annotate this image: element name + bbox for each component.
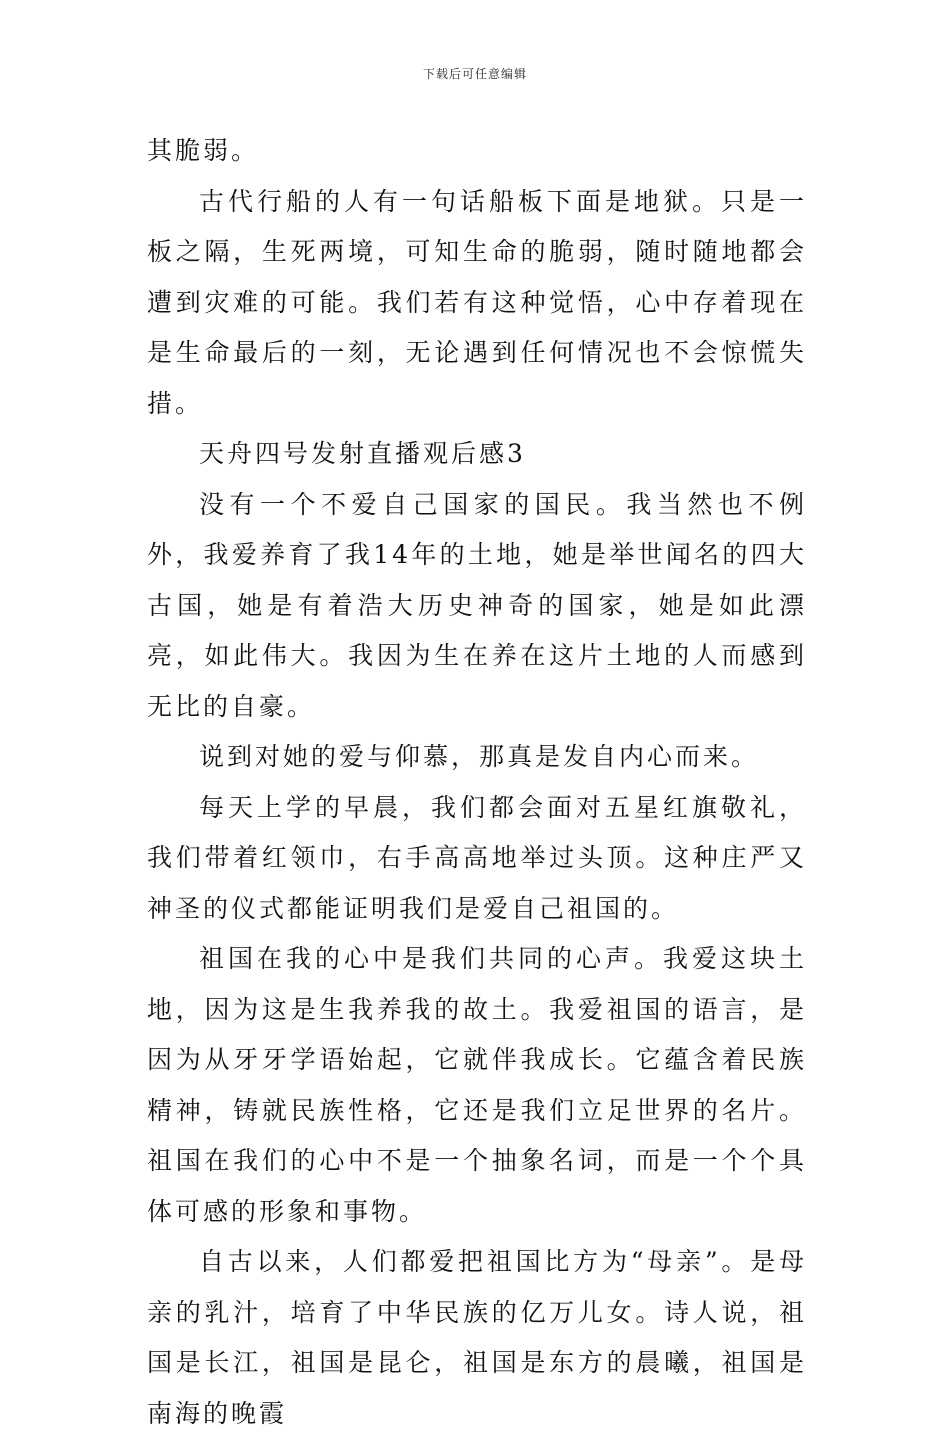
- paragraph-2: 古代行船的人有一句话船板下面是地狱。只是一板之隔，生死两境，可知生命的脆弱，随时随地都会遭到灾难的可能。我们若有这种觉悟，心中存着现在是生命最后的一刻，无论遇到任何情况也不会惊慌失措。: [147, 186, 807, 418]
- paragraph-3: 没有一个不爱自己国家的国民。我当然也不例外，我爱养育了我14年的土地，她是举世闻名的四大古国，她是有着浩大历史神奇的国家，她是如此漂亮，如此伟大。我因为生在养在这片土地的人而感到无比的自豪。: [147, 489, 807, 721]
- document-body: [147, 126, 807, 1439]
- paragraph-6: 祖国在我的心中是我们共同的心声。我爱这块土地，因为这是生我养我的故土。我爱祖国的语言，是因为从牙牙学语始起，它就伴我成长。它蕴含着民族精神，铸就民族性格，它还是我们立足世界的名片。祖国在我们的心中不是一个抽象名词，而是一个个具体可感的形象和事物。: [147, 944, 807, 1226]
- paragraph-5: 每天上学的早晨，我们都会面对五星红旗敬礼，我们带着红领巾，右手高高地举过头顶。这种庄严又神圣的仪式都能证明我们是爱自己祖国的。: [147, 792, 807, 923]
- paragraph-4: 说到对她的爱与仰慕，那真是发自内心而来。: [199, 742, 760, 771]
- section-heading: 天舟四号发射直播观后感3: [199, 439, 526, 468]
- paragraph-7: 自古以来，人们都爱把祖国比方为“母亲”。是母亲的乳汁，培育了中华民族的亿万儿女。诗人说，祖国是长江，祖国是昆仑，祖国是东方的晨曦，祖国是南海的晚霞: [147, 1247, 807, 1428]
- page-header: 下载后可任意编辑: [422, 67, 527, 81]
- paragraph-1: 其脆弱。: [147, 136, 260, 165]
